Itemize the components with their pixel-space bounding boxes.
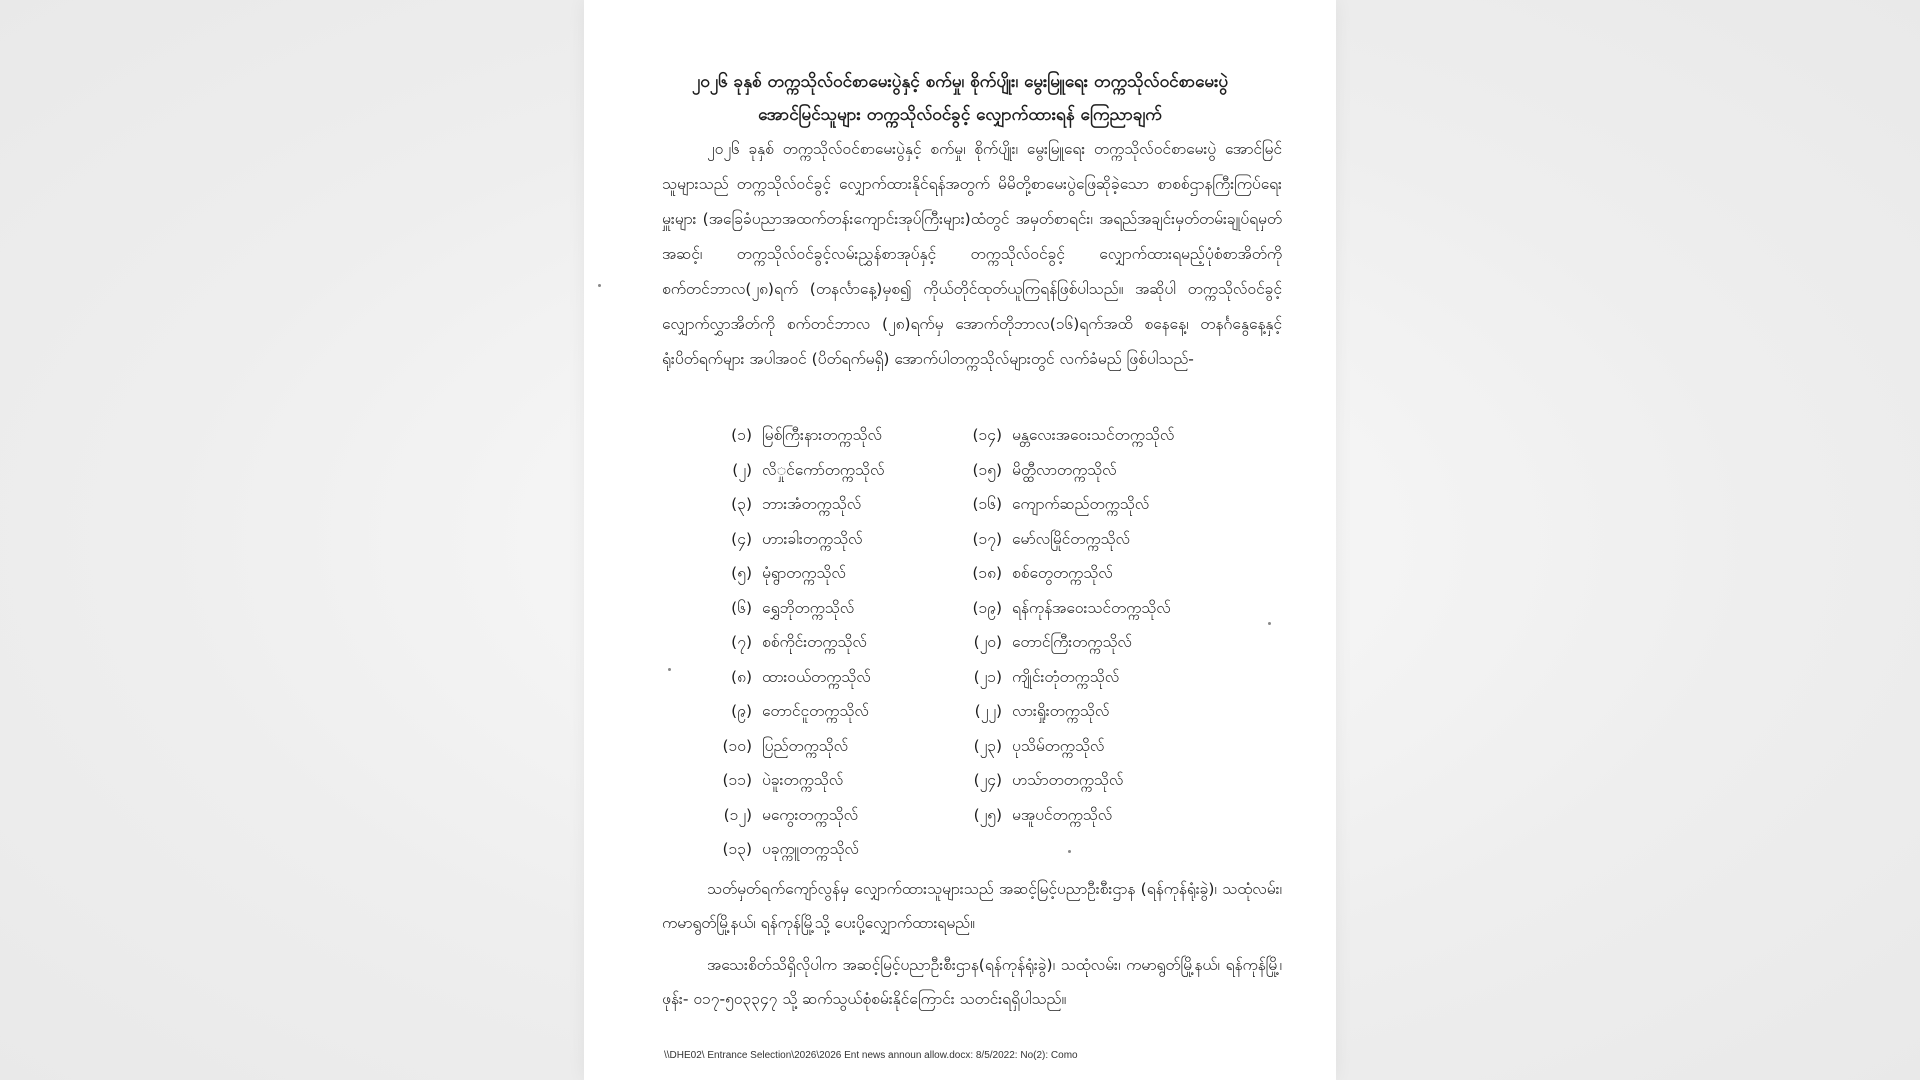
university-list-item xyxy=(716,522,885,557)
list-item-number: (၁၈) xyxy=(972,564,1002,582)
contact-paragraph: အသေးစိတ်သိရှိလိုပါက အဆင့်မြင့်ပညာဦးစီးဌာန(ရန်ကုန်ရုံးခွဲ)၊ သထုံလမ်း၊ ကမာရွတ်မြို့နယ်၊ ရန်ကုန်မြို့၊ ဖုန်း- ၀၁၇-၅၀၃၃၄၇ သို့ ဆက်သွယ်စုံစမ်းနိုင်ကြောင်း သတင်းရရှိပါသည်။ xyxy=(662,956,1282,1008)
university-list-item xyxy=(966,798,1174,833)
list-item-number: (၁၉) xyxy=(972,598,1002,617)
university-list-item xyxy=(716,729,885,764)
list-item-number: (၁၆) xyxy=(972,495,1002,513)
university-list-item xyxy=(716,418,885,453)
university-list-item xyxy=(966,522,1174,557)
list-item-number: (၁၁) xyxy=(722,771,752,789)
university-list-item xyxy=(716,453,885,488)
university-list-item xyxy=(716,556,885,591)
university-name: မုံရွာတက္ကသိုလ် xyxy=(762,564,846,582)
university-name: ပြည်တက္ကသိုလ် xyxy=(762,736,849,755)
university-name: လိှုင်ကော်တက္ကသိုလ် xyxy=(762,460,885,479)
university-list-item xyxy=(966,487,1174,522)
university-name: မန္တလေးအဝေးသင်တက္ကသိုလ် xyxy=(1012,426,1175,444)
university-list-item xyxy=(966,591,1174,626)
university-list-item xyxy=(716,832,885,867)
list-item-number: (၅) xyxy=(731,564,752,582)
university-list-item xyxy=(716,591,885,626)
university-list-item xyxy=(716,660,885,695)
university-list-item xyxy=(966,418,1174,453)
university-list-item xyxy=(966,660,1174,695)
university-list-item xyxy=(716,694,885,729)
list-item-number: (၉) xyxy=(731,702,752,720)
university-name: လားရှိုးတက္ကသိုလ် xyxy=(1012,702,1110,720)
university-list-item xyxy=(716,625,885,660)
list-item-number: (၈) xyxy=(731,667,752,686)
university-list-left xyxy=(716,418,885,867)
list-item-number: (၃) xyxy=(731,495,752,513)
scan-speck xyxy=(1068,850,1071,853)
university-list-item xyxy=(716,763,885,798)
university-name: ရန်ကုန်အဝေးသင်တက္ကသိုလ် xyxy=(1012,598,1171,617)
university-name: ရွှေဘိုတက္ကသိုလ် xyxy=(762,598,855,617)
university-list-item xyxy=(966,453,1174,488)
university-name: ကျောက်ဆည်တက္ကသိုလ် xyxy=(1012,495,1150,513)
scan-speck xyxy=(668,668,671,671)
list-item-number: (၂၀) xyxy=(973,633,1002,651)
list-item-number: (၇) xyxy=(731,633,752,651)
university-name: တောင်ငူတက္ကသိုလ် xyxy=(762,702,869,720)
list-item-number: (၂၅) xyxy=(973,805,1002,824)
list-item-number: (၁၂) xyxy=(723,805,752,824)
university-name: စစ်တွေတက္ကသိုလ် xyxy=(1012,564,1113,582)
list-item-number: (၂) xyxy=(732,460,752,479)
university-name: စစ်ကိုင်းတက္ကသိုလ် xyxy=(762,633,867,651)
scan-speck xyxy=(598,284,601,287)
university-list-item xyxy=(966,556,1174,591)
intro-paragraph: ၂၀၂၆ ခုနှစ် တက္ကသိုလ်ဝင်စာမေးပွဲနှင့် စက်မှု၊ စိုက်ပျိုး၊ မွေးမြူရေး တက္ကသိုလ်ဝင်စာမေးပွဲ အောင်မြင်သူများသည် တက္ကသိုလ်ဝင်ခွင့် လျှောက်ထားနိုင်ရန်အတွက် မိမိတို့စာမေးပွဲဖြေဆိုခဲ့သော စာစစ်ဌာနကြီးကြပ်ရေးမှူးများ (အခြေခံပညာအထက်တန်းကျောင်းအုပ်ကြီးများ)ထံတွင် အမှတ်စာရင်း၊ အရည်အချင်းမှတ်တမ်းချုပ်ရမှတ်အဆင့်၊ တက္ကသိုလ်ဝင်ခွင့်လမ်းညွှန်စာအုပ်နှင့် တက္ကသိုလ်ဝင်ခွင့် လျှောက်ထားရမည့်ပုံစံစာအိတ်ကို စက်တင်ဘာလ(၂၈)ရက် (တနင်္လာနေ့)မှစ၍ ကိုယ်တိုင်ထုတ်ယူကြရန်ဖြစ်ပါသည်။ အဆိုပါ တက္ကသိုလ်ဝင်ခွင့်လျှောက်လွှာအိတ်ကို စက်တင်ဘာလ (၂၈)ရက်မှ အောက်တိုဘာလ(၁၆)ရက်အထိ စနေနေ့၊ တနင်္ဂနွေနေ့နှင့် ရုံးပိတ်ရက်များ အပါအဝင် (ပိတ်ရက်မရှိ) အောက်ပါတက္ကသိုလ်များတွင် လက်ခံမည် ဖြစ်ပါသည်- xyxy=(662,140,1282,368)
university-list-item xyxy=(716,798,885,833)
university-name: မြစ်ကြီးနားတက္ကသိုလ် xyxy=(762,426,882,444)
document-page xyxy=(584,0,1336,1080)
list-item-number: (၄) xyxy=(731,529,752,548)
late-application-paragraph: သတ်မှတ်ရက်ကျော်လွန်မှ လျှောက်ထားသူများသည် အဆင့်မြင့်ပညာဦးစီးဌာန (ရန်ကုန်ရုံးခွဲ)၊ သထုံလမ်း၊ ကမာရွတ်မြို့နယ်၊ ရန်ကုန်မြို့သို့ ပေးပို့လျှောက်ထားရမည်။ xyxy=(662,880,1282,932)
list-item-number: (၁၃) xyxy=(722,840,752,858)
list-item-number: (၆) xyxy=(731,598,752,617)
list-item-number: (၂၁) xyxy=(973,667,1002,686)
university-list-item xyxy=(716,487,885,522)
university-name: ကျိုင်းတုံတက္ကသိုလ် xyxy=(1012,667,1120,686)
scan-speck xyxy=(1268,622,1271,625)
list-item-number: (၂၂) xyxy=(974,702,1002,720)
university-list-right xyxy=(966,418,1174,832)
university-list-item xyxy=(966,625,1174,660)
title-line-1: ၂၀၂၆ ခုနှစ် တက္ကသိုလ်ဝင်စာမေးပွဲနှင့် စက်မှု၊ စိုက်ပျိုး၊ မွေးမြူရေး တက္ကသိုလ်ဝင်စာမေးပွဲ xyxy=(691,72,1229,92)
title-line-2: အောင်မြင်သူများ တက္ကသိုလ်ဝင်ခွင့် လျှောက်ထားရန် ကြေညာချက် xyxy=(758,105,1162,125)
university-name: ဘားအံတက္ကသိုလ် xyxy=(762,495,862,513)
university-name: ထားဝယ်တက္ကသိုလ် xyxy=(762,667,871,686)
university-name: မကွေးတက္ကသိုလ် xyxy=(762,805,859,824)
university-list-item xyxy=(966,729,1174,764)
university-name: မော်လမြိုင်တက္ကသိုလ် xyxy=(1012,529,1131,548)
list-item-number: (၁) xyxy=(731,426,752,444)
university-list-item xyxy=(966,694,1174,729)
university-name: တောင်ကြီးတက္ကသိုလ် xyxy=(1012,633,1132,651)
university-name: ပခုက္ကူတက္ကသိုလ် xyxy=(762,840,859,858)
list-item-number: (၂၃) xyxy=(973,736,1002,755)
announcement-title xyxy=(624,66,1296,132)
university-name: ဟားခါးတက္ကသိုလ် xyxy=(762,529,863,548)
university-name: ပုသိမ်တက္ကသိုလ် xyxy=(1012,736,1105,755)
list-item-number: (၁၇) xyxy=(972,529,1002,548)
university-name: မအူပင်တက္ကသိုလ် xyxy=(1012,805,1113,824)
university-name: ပဲခူးတက္ကသိုလ် xyxy=(762,771,844,789)
university-name: ဟသ်ာတတက္ကသိုလ် xyxy=(1012,771,1124,789)
list-item-number: (၁၅) xyxy=(972,460,1002,479)
list-item-number: (၁၀) xyxy=(722,736,752,755)
university-name: မိတ္ထီလာတက္ကသိုလ် xyxy=(1012,460,1117,479)
list-item-number: (၁၄) xyxy=(972,426,1002,444)
file-path-footer: \\DHE02\ Entrance Selection\2026\2026 Ent news announ allow.docx: 8/5/2022: No(2): Como xyxy=(664,1050,1078,1061)
university-list-item xyxy=(966,763,1174,798)
list-item-number: (၂၄) xyxy=(973,771,1002,789)
